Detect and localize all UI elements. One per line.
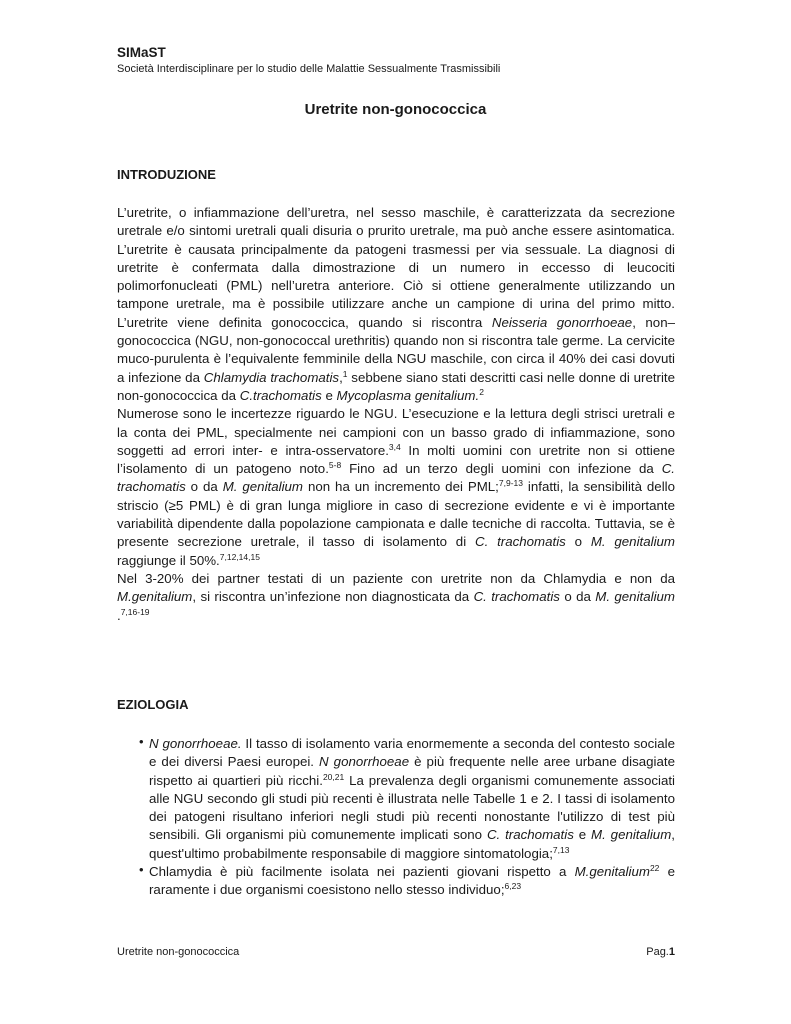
citation: 1 [342,368,348,379]
footer-title: Uretrite non-gonococcica [117,946,240,958]
citation: 7,12,14,15 [219,551,260,562]
document-header [117,44,500,77]
bullet-icon: • [139,734,144,749]
intro-paragraph-1: L’uretrite, o infiammazione dell’uretra, nel sesso maschile, è caratterizzata da secrezione uretrale e/o sintomi uretrali quali disuria o prurito uretrale, ma può anche essere asintomatica. L’uretrite è causata principalmente da patogeni trasmessi per via sessuale. La diagnosi di uretrite è confermata dalla dimostrazione di un numero in eccesso di leucociti polimorfonucleati (PML) nell’uretra anteriore. Ciò si ottiene generalmente utilizzando un tampone uretrale, ma è possibile utilizzare anche un campione di urina del primo mitto. L’uretrite viene definita gonococcica, quando si riscontra Neisseria gonorrhoeae, non–gonococcica (NGU, non-gonococcal urethritis) quando non si riscontra tale germe. La cervicite muco-purulenta è l’equivalente femminile della NGU maschile, con circa il 40% dei casi dovuti a infezione da Chlamydia trachomatis,$^1$ sebbene siano stati descritti casi nelle donne di uretrite non-gonococcica da C.trachomatis e Mycoplasma genitalium.$^2$ [117,205,676,403]
bullet-icon: • [139,862,144,878]
citation: 22 [649,863,660,874]
citation: 6,23 [504,881,522,892]
intro-paragraph-3: Nel 3-20% dei partner testati di un paziente con uretrite non da Chlamydia e non da M.genitalium, si riscontra un’infezione non diagnosticata da C. trachomatis o da M. genitalium .$^{7,16-19}$ [117,570,675,623]
heading-introduzione: INTRODUZIONE [117,167,216,182]
org-acronym: SIMaST [117,45,166,60]
etiology-list [117,735,675,900]
org-full-name: Società Interdisciplinare per lo studio delle Malattie Sessualmente Trasmissibili [117,63,501,75]
document-title: Uretrite non-gonococcica [304,101,487,118]
list-item: • Chlamydia è più facilmente isolata nei pazienti giovani rispetto a M.genitalium$^{22}$ e raramente i due organismi coesistono nello stesso individuo;$^{6,23}$ [139,862,676,898]
citation: 20,21 [322,771,345,782]
list-item: • N gonorrhoeae. Il tasso di isolamento varia enormemente a seconda del contesto sociale e dei diversi Paesi europei. N gonorrhoeae è più frequente nelle aree urbane disagiate rispetto ai quartieri più ricchi.$^{20,21}$ La prevalenza degli organismi comunemente associati alle NGU secondo gli studi più recenti è illustrata nelle Tabelle 1 e 2. I tassi di isolamento dei patogeni risultano inferiori negli studi più recenti nonostante l'utilizzo di test più sensibili. Gli organismi più comunemente implicati sono C. trachomatis e M. genitalium, quest'ultimo probabilmente responsabile di maggiore sintomatologia;$^{7,13}$ [139,734,676,861]
citation: 2 [479,386,484,397]
heading-eziologia: EZIOLOGIA [117,697,189,712]
citation: 3,4 [388,441,401,452]
intro-paragraph-2: Numerose sono le incertezze riguardo le NGU. L’esecuzione e la lettura degli strisci uretrali e la conta dei PML, specialmente nei campioni con un basso grado di infiammazione, sono soggetti ad errori inter- e intra-osservatore.$^{3,4}$ In molti uomini con uretrite non si ottiene l’isolamento di un patogeno noto.$^{5-8}$ Fino ad un terzo degli uomini con infezione da C. trachomatis o da M. genitalium non ha un incremento dei PML;$^{7,9-13}$ infatti, la sensibilità dello striscio (≥5 PML) è di gran lunga migliore in caso di secrezione evidente e vi è importante variabilità dipendente dalla popolazione campionata e dalle tecniche di raccolta. Tuttavia, se è presente secrezione uretrale, il tasso di isolamento di C. trachomatis o M. genitalium raggiunge il 50%.$^{7,12,14,15}$ [117,406,676,568]
citation: 7,16-19 [120,606,150,617]
introduction-body [117,204,675,625]
page-footer [117,946,675,958]
citation: 7,9-13 [498,478,523,489]
page-number: Pag.1 [646,946,675,958]
citation: 7,13 [552,844,570,855]
citation: 5-8 [328,460,342,471]
